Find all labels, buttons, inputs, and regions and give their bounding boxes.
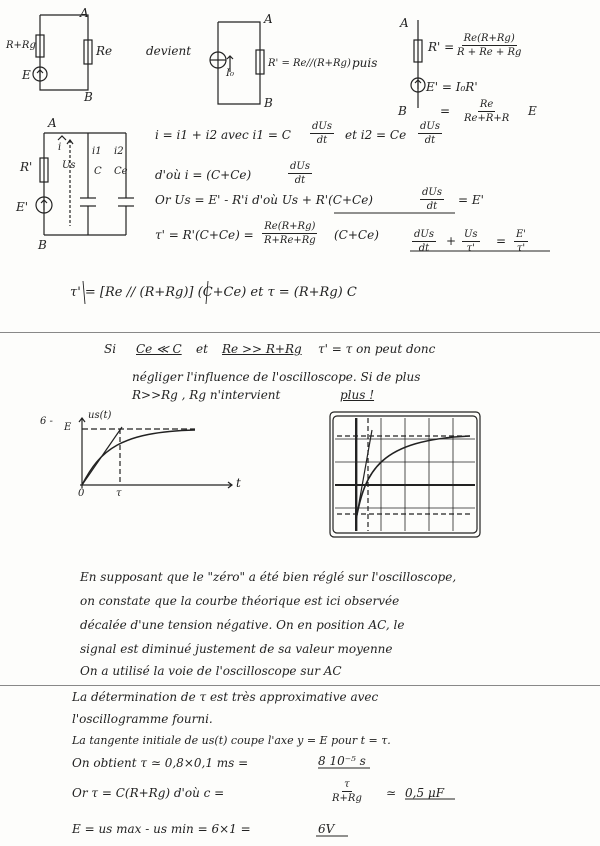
eq-line4b-eq: =: [496, 234, 507, 248]
eq-line2: d'où i = (C+Ce): [155, 168, 252, 182]
circuit4-c: C: [94, 166, 102, 177]
s4-line1: La détermination de τ est très approximative avec: [72, 690, 379, 704]
circuit4-i1: i1: [92, 146, 102, 157]
s4-line5-den: R+Rg: [332, 793, 362, 804]
circuit-3-diagram: [411, 20, 425, 108]
eq-line1b-den: dt: [424, 135, 436, 146]
circuit4-i2: i2: [114, 146, 124, 157]
s4-line4a: On obtient τ ≃ 0,8×0,1 ms =: [72, 756, 249, 770]
eq-line4-num: Re(R+Rg): [264, 221, 316, 232]
circuit3-eprime: E' = I₀R': [426, 80, 478, 94]
s3-line-3: signal est diminué justement de sa valeur moyenne: [80, 642, 393, 656]
circuit1-r-rg: R+Rg: [6, 40, 36, 51]
eq-line1a-fraction: [310, 120, 334, 147]
circuit3-eprime-eq: =: [440, 104, 451, 118]
eq-line3-den: dt: [426, 201, 438, 212]
circuit3-label-b: B: [398, 104, 407, 118]
eq-line4b-frac3: [514, 228, 528, 255]
circuit2-label-a: A: [264, 12, 273, 26]
circuit1-e: E: [22, 68, 31, 82]
eq-line1a-den: dt: [316, 135, 328, 146]
circuit1-label-b: B: [84, 90, 93, 104]
circuit2-label-b: B: [264, 96, 273, 110]
eq-line1a-num: dUs: [312, 121, 332, 132]
s4-line2: l'oscillogramme fourni.: [72, 712, 213, 726]
circuit4-rprime: R': [20, 160, 33, 174]
circuit2-io: I₀: [226, 68, 234, 79]
eq-line4-den: R+Re+Rg: [264, 235, 316, 246]
circuit-1-diagram: [33, 15, 92, 90]
eq-line4b-frac1: [412, 228, 436, 255]
s4-line6b: 6V: [318, 822, 335, 836]
circuit2-rprime: R' = Re//(R+Rg): [268, 58, 351, 69]
s4-line5b: ≃: [386, 786, 397, 800]
eq-line3-end: = E': [458, 193, 484, 207]
eq-line1b-num: dUs: [420, 121, 440, 132]
s4-line5-fraction: [330, 778, 364, 805]
circuit4-label-a: A: [48, 116, 57, 130]
eq-line4b-den1: dt: [418, 243, 430, 254]
eq-line4b-den2: τ': [466, 243, 475, 254]
step-response-graph: [79, 418, 232, 488]
circuit4-i: i: [58, 142, 62, 153]
eq-line4b-num3: E': [516, 229, 527, 240]
circuit4-us: Us: [62, 160, 76, 171]
divider-2: [0, 685, 600, 686]
eq-line3-num: dUs: [422, 187, 442, 198]
circuit1-re: Re: [96, 44, 113, 58]
circuit3-rprime-label: R' =: [428, 40, 455, 54]
eq-line5: τ' = [Re // (R+Rg)] (C+Ce) et τ = (R+Rg) C: [70, 285, 357, 300]
oscilloscope-screen: [330, 412, 480, 537]
eq-line1b: et i2 = Ce: [345, 128, 407, 142]
s3-line-0: En supposant que le "zéro" a été bien réglé sur l'oscilloscope,: [80, 570, 457, 584]
s2-line3b: plus !: [340, 388, 375, 402]
eq-line4: τ' = R'(C+Ce) =: [155, 228, 254, 242]
graph-six: 6 -: [40, 416, 53, 427]
s4-line6a: E = us max - us min = 6×1 =: [72, 822, 251, 836]
eq-line4b-num1: dUs: [414, 229, 434, 240]
s2-line3a: R>>Rg , Rg n'intervient: [132, 388, 281, 402]
eq-line3-fraction: [420, 186, 444, 213]
circuit4-label-b: B: [38, 238, 47, 252]
circuit4-ce: Ce: [114, 166, 128, 177]
s3-line-2: décalée d'une tension négative. On en position AC, le: [80, 618, 405, 632]
s3-line-4: On a utilisé la voie de l'oscilloscope sur AC: [80, 664, 342, 678]
divider-1: [0, 332, 600, 333]
s3-line-1: on constate que la courbe théorique est ici observée: [80, 594, 400, 608]
circuit4-eprime: E': [16, 200, 29, 214]
graph-ylabel: us(t): [88, 410, 112, 421]
s4-line5a: Or τ = C(R+Rg) d'où c =: [72, 786, 225, 800]
eq-line4-end: (C+Ce): [334, 228, 379, 242]
s4-line5c: 0,5 μF: [405, 786, 445, 800]
eq-line2-den: dt: [294, 175, 306, 186]
eq-line1b-fraction: [418, 120, 442, 147]
s2-et: et: [196, 342, 208, 356]
graph-e: E: [64, 422, 72, 433]
circuit3-eprime-fraction: [462, 98, 511, 125]
circuit3-eprime-num: Re: [479, 99, 494, 110]
circuit1-label-a: A: [80, 6, 89, 20]
circuit3-label-a: A: [400, 16, 409, 30]
s2-line2: négliger l'influence de l'oscilloscope. Si de plus: [132, 370, 421, 384]
circuit3-rprime-fraction: [455, 32, 523, 59]
eq-line4b-num2: Us: [464, 229, 478, 240]
eq-line4b-den3: τ': [516, 243, 526, 254]
circuit-2-diagram: [210, 22, 264, 104]
circuit3-rprime-den: R + Re + Rg: [457, 47, 522, 58]
eq-line2-fraction: [288, 160, 312, 187]
s4-line4b: 8 10⁻⁵ s: [318, 754, 366, 768]
graph-zero: 0: [78, 488, 85, 499]
circuit3-rprime-num: Re(R+Rg): [463, 33, 515, 44]
eq-line4b-plus: +: [446, 234, 457, 248]
eq-line2-num: dUs: [290, 161, 310, 172]
eq-line4b-frac2: [462, 228, 480, 255]
s4-line5-num: τ: [344, 779, 350, 790]
eq-line4-fraction: [262, 220, 318, 247]
s2-ce-c: Ce ≪ C: [136, 342, 182, 356]
s2-re-cond: Re >> R+Rg: [222, 342, 302, 356]
s2-tau-text: τ' = τ on peut donc: [318, 342, 436, 356]
eq-line3: Or Us = E' - R'i d'où Us + R'(C+Ce): [155, 193, 373, 207]
graph-tau: τ: [116, 488, 122, 499]
devient-text: devient: [146, 44, 192, 58]
s2-si: Si: [104, 342, 117, 356]
graph-t: t: [236, 476, 241, 490]
circuit3-e: E: [528, 104, 537, 118]
eq-line1a: i = i1 + i2 avec i1 = C: [155, 128, 291, 142]
puis-text: puis: [352, 56, 378, 70]
s4-line3: La tangente initiale de us(t) coupe l'axe y = E pour t = τ.: [72, 734, 391, 747]
circuit3-eprime-den: Re+R+R: [464, 113, 510, 124]
